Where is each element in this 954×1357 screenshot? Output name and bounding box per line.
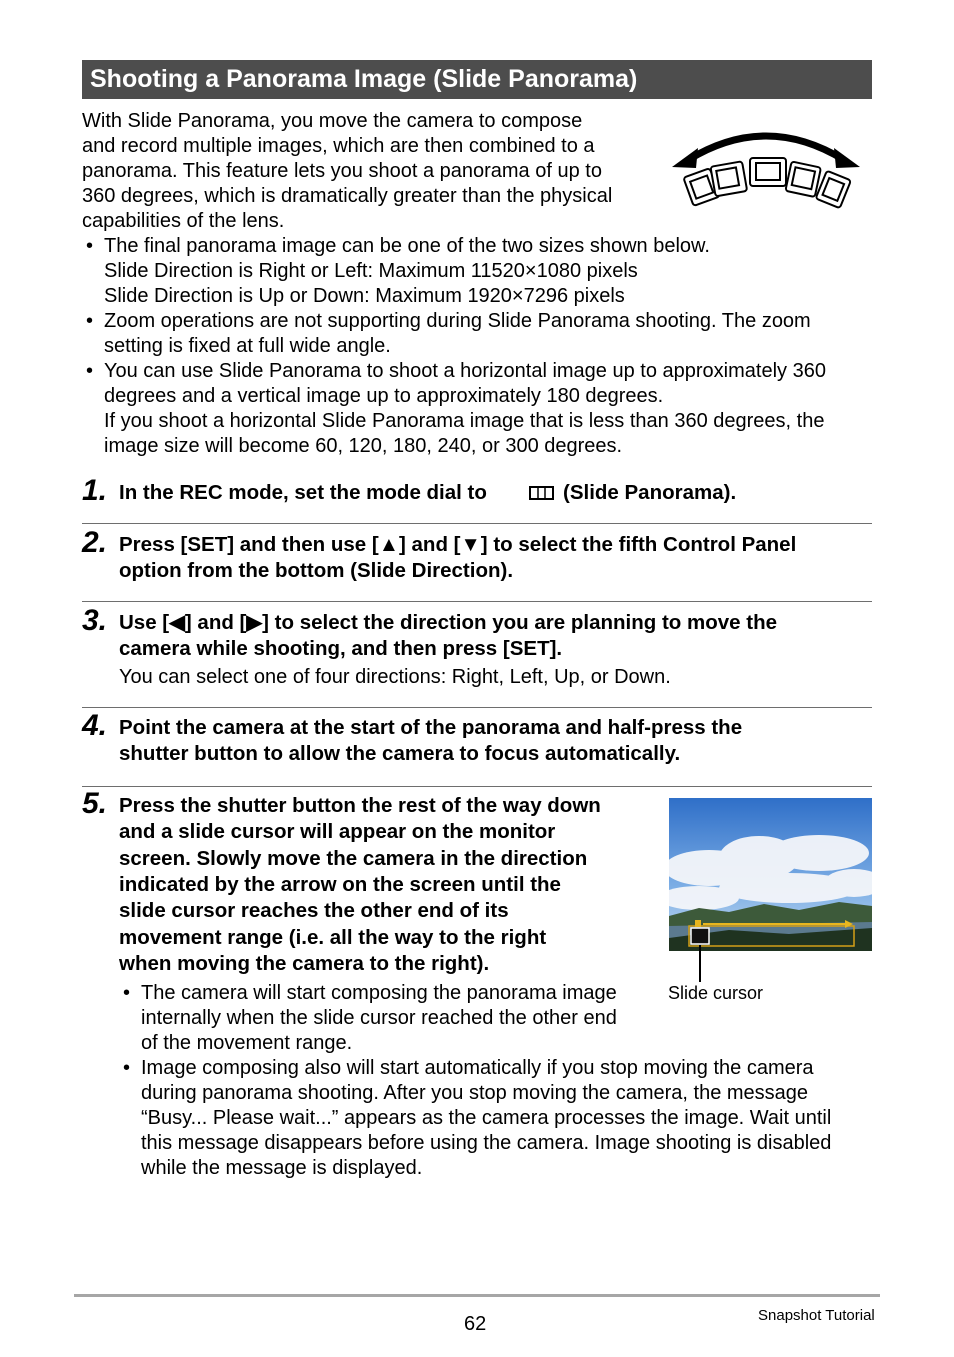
bullet-line: degrees and a vertical image up to approximately 180 degrees. xyxy=(104,385,664,407)
step-text: camera while shooting, and then press [SET]. xyxy=(119,637,563,660)
step-text: screen. Slowly move the camera in the direction xyxy=(119,847,588,870)
monitor-screen-photo xyxy=(669,798,872,951)
step-divider xyxy=(82,707,872,708)
intro-line: panorama. This feature lets you shoot a panorama of up to xyxy=(82,160,602,182)
step-divider xyxy=(82,601,872,602)
step-note: You can select one of four directions: Right, Left, Up, or Down. xyxy=(119,666,671,688)
bullet-dot: • xyxy=(123,982,131,1004)
bullet-line: this message disappears before using the camera. Image shooting is disabled xyxy=(141,1132,832,1154)
footer-rule xyxy=(74,1294,880,1297)
intro-line: and record multiple images, which are then combined to a xyxy=(82,135,595,157)
intro-line: capabilities of the lens. xyxy=(82,210,285,232)
step-number: 2. xyxy=(82,526,108,559)
step-text: slide cursor reaches the other end of its xyxy=(119,899,509,922)
step-text: option from the bottom (Slide Direction). xyxy=(119,559,514,582)
step-number: 4. xyxy=(82,709,108,742)
step-text: movement range (i.e. all the way to the right xyxy=(119,926,547,949)
slide-panorama-icon xyxy=(529,484,554,502)
bullet-line: “Busy... Please wait...” appears as the camera processes the image. Wait until xyxy=(141,1107,832,1129)
step-text: Press [SET] and then use [▲] and [▼] to select the fifth Control Panel xyxy=(119,533,797,556)
step-text: (Slide Panorama). xyxy=(563,481,737,504)
bullet-dot: • xyxy=(86,310,94,332)
bullet-line: while the message is displayed. xyxy=(141,1157,423,1179)
step-text: Press the shutter button the rest of the way down xyxy=(119,794,601,817)
bullet-line: internally when the slide cursor reached the other end xyxy=(141,1007,617,1029)
bullet-line: If you shoot a horizontal Slide Panorama image that is less than 360 degrees, the xyxy=(104,410,825,432)
bullet-line: of the movement range. xyxy=(141,1032,353,1054)
caption-pointer-line xyxy=(699,945,701,982)
bullet-dot: • xyxy=(86,360,94,382)
step-divider xyxy=(82,786,872,787)
intro-line: 360 degrees, which is dramatically greater than the physical xyxy=(82,185,613,207)
step-number: 5. xyxy=(82,787,108,820)
bullet-line: Image composing also will start automatically if you stop moving the camera xyxy=(141,1057,814,1079)
figure-caption: Slide cursor xyxy=(668,983,764,1003)
bullet-line: Slide Direction is Up or Down: Maximum 1920×7296 pixels xyxy=(104,285,625,307)
step-text: Use [◀] and [▶] to select the direction you are planning to move the xyxy=(119,611,778,634)
bullet-line: The final panorama image can be one of the two sizes shown below. xyxy=(104,235,710,257)
bullet-line: setting is fixed at full wide angle. xyxy=(104,335,391,357)
step-divider xyxy=(82,523,872,524)
bullet-dot: • xyxy=(86,235,94,257)
page-number: 62 xyxy=(464,1313,487,1335)
step-text: indicated by the arrow on the screen until the xyxy=(119,873,561,896)
step-text: Point the camera at the start of the panorama and half-press the xyxy=(119,716,743,739)
bullet-line: The camera will start composing the panorama image xyxy=(141,982,617,1004)
camera-sweep-icon xyxy=(668,122,864,214)
bullet-dot: • xyxy=(123,1057,131,1079)
bullet-line: image size will become 60, 120, 180, 240, or 300 degrees. xyxy=(104,435,623,457)
step-text: when moving the camera to the right). xyxy=(119,952,490,975)
bullet-line: You can use Slide Panorama to shoot a horizontal image up to approximately 360 xyxy=(104,360,826,382)
step-number: 3. xyxy=(82,604,108,637)
bullet-line: Zoom operations are not supporting during Slide Panorama shooting. The zoom xyxy=(104,310,811,332)
footer-section-label: Snapshot Tutorial xyxy=(758,1307,875,1324)
step-text: In the REC mode, set the mode dial to xyxy=(119,481,487,504)
bullet-line: Slide Direction is Right or Left: Maximum 11520×1080 pixels xyxy=(104,260,638,282)
step-number: 1. xyxy=(82,474,108,507)
step-text: and a slide cursor will appear on the monitor xyxy=(119,820,556,843)
section-title: Shooting a Panorama Image (Slide Panorama) xyxy=(90,65,638,93)
intro-line: With Slide Panorama, you move the camera to compose xyxy=(82,110,583,132)
bullet-line: during panorama shooting. After you stop moving the camera, the message xyxy=(141,1082,809,1104)
step-text: shutter button to allow the camera to focus automatically. xyxy=(119,742,681,765)
